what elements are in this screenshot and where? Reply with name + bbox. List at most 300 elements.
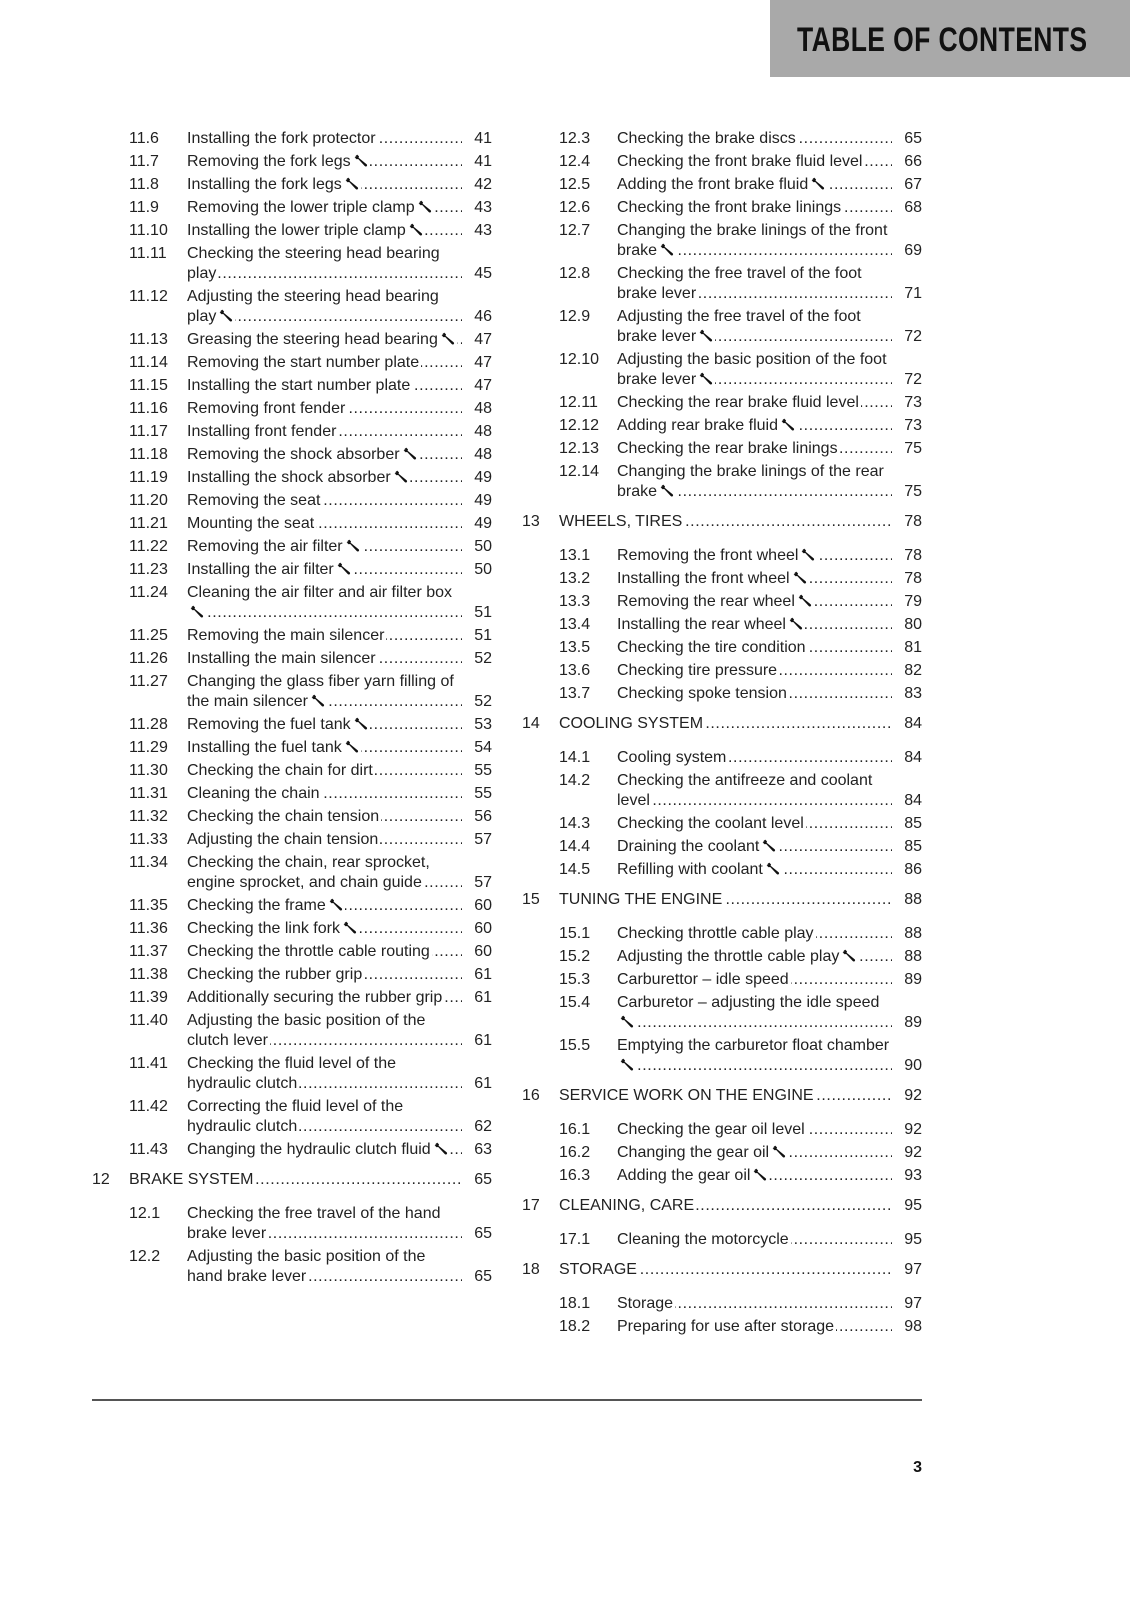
section-title[interactable] <box>187 897 345 914</box>
section-title[interactable] <box>187 943 432 960</box>
page-reference[interactable]: 48 <box>462 422 492 442</box>
wrench-icon <box>441 331 455 344</box>
footer-divider <box>92 1399 922 1401</box>
page-reference[interactable]: 62 <box>462 1117 492 1137</box>
page-reference[interactable]: 65 <box>462 1170 492 1190</box>
entry-body <box>559 512 922 532</box>
section-title[interactable] <box>617 417 797 434</box>
section-title[interactable] <box>617 838 778 855</box>
page-reference[interactable]: 57 <box>462 830 492 850</box>
page-reference[interactable]: 48 <box>462 399 492 419</box>
section-title[interactable] <box>617 616 805 633</box>
page-reference[interactable]: 78 <box>892 512 922 532</box>
page-reference[interactable]: 92 <box>892 1120 922 1140</box>
section-title[interactable] <box>187 377 412 394</box>
page-reference[interactable]: 83 <box>892 684 922 704</box>
page-reference[interactable]: 66 <box>892 152 922 172</box>
page-reference[interactable]: 88 <box>892 890 922 910</box>
entry-body <box>617 814 922 834</box>
wrench-icon <box>345 739 359 752</box>
section-title[interactable] <box>187 446 419 463</box>
page-reference[interactable]: 52 <box>462 649 492 669</box>
toc-chapter[interactable] <box>522 512 922 532</box>
wrench-icon <box>789 616 803 629</box>
toc-entry[interactable] <box>92 761 492 781</box>
page-reference[interactable]: 84 <box>892 791 922 811</box>
section-title[interactable] <box>617 1231 791 1248</box>
toc-entry[interactable] <box>92 445 492 465</box>
toc-entry[interactable] <box>522 1230 922 1250</box>
page-reference[interactable]: 85 <box>892 814 922 834</box>
section-title[interactable] <box>617 1144 788 1161</box>
toc-entry[interactable] <box>92 422 492 442</box>
section-number: 12.1 <box>129 1205 161 1222</box>
page-reference[interactable]: 54 <box>462 738 492 758</box>
toc-entry[interactable] <box>92 468 492 488</box>
section-title-text: SERVICE WORK ON THE ENGINE <box>559 1087 814 1104</box>
section-title[interactable] <box>617 440 840 457</box>
page-reference[interactable]: 69 <box>892 241 922 261</box>
toc-entry[interactable] <box>522 615 922 635</box>
page-reference[interactable]: 47 <box>462 330 492 350</box>
toc-entry[interactable] <box>522 439 922 459</box>
page-reference[interactable]: 57 <box>462 873 492 893</box>
page-reference[interactable]: 78 <box>892 569 922 589</box>
toc-entry[interactable] <box>92 129 492 149</box>
section-title[interactable] <box>617 547 817 564</box>
section-title[interactable] <box>559 1197 696 1214</box>
page-reference[interactable]: 60 <box>462 896 492 916</box>
page-reference[interactable]: 47 <box>462 353 492 373</box>
toc-entry[interactable] <box>522 993 922 1033</box>
section-title[interactable] <box>617 925 816 942</box>
page-reference[interactable]: 52 <box>462 692 492 712</box>
toc-entry[interactable] <box>522 661 922 681</box>
section-number: 12.4 <box>559 153 591 170</box>
section-title[interactable] <box>617 1295 675 1312</box>
page-reference[interactable]: 43 <box>462 198 492 218</box>
wrench-icon <box>394 469 408 482</box>
toc-entry[interactable] <box>92 353 492 373</box>
page-reference[interactable]: 89 <box>892 1013 922 1033</box>
toc-entry[interactable] <box>92 988 492 1008</box>
toc-entry[interactable] <box>92 807 492 827</box>
section-title[interactable] <box>187 130 378 147</box>
toc-entry[interactable] <box>92 649 492 669</box>
toc-entry[interactable] <box>92 152 492 172</box>
section-title-text: Checking throttle cable play <box>617 925 814 942</box>
page-reference[interactable]: 49 <box>462 514 492 534</box>
toc-entry[interactable] <box>522 814 922 834</box>
toc-entry[interactable] <box>92 1140 492 1160</box>
section-title[interactable] <box>617 861 782 878</box>
entry-body <box>187 965 492 985</box>
toc-entry[interactable] <box>522 947 922 967</box>
page-reference[interactable]: 88 <box>892 947 922 967</box>
toc-entry[interactable] <box>92 514 492 534</box>
section-title[interactable] <box>187 920 359 937</box>
toc-chapter[interactable] <box>522 890 922 910</box>
section-number: 18 <box>522 1261 540 1278</box>
entry-body <box>617 748 922 768</box>
section-title[interactable] <box>559 513 684 530</box>
toc-entry[interactable] <box>522 1294 922 1314</box>
page-reference[interactable]: 60 <box>462 942 492 962</box>
toc-entry[interactable] <box>92 1054 492 1094</box>
section-number: 15 <box>522 891 540 908</box>
section-number: 11.35 <box>129 897 168 914</box>
wrench-icon <box>346 538 360 551</box>
section-title-text: Greasing the steering head bearing <box>187 331 438 348</box>
toc-entry[interactable] <box>92 1204 492 1244</box>
section-title-text: Checking the rear brake linings <box>617 440 838 457</box>
section-title[interactable] <box>617 749 728 766</box>
toc-entry[interactable] <box>92 1097 492 1137</box>
section-title[interactable] <box>187 739 361 756</box>
section-number: 11.34 <box>129 854 168 871</box>
page-reference[interactable]: 80 <box>892 615 922 635</box>
page-reference[interactable]: 50 <box>462 560 492 580</box>
page-reference[interactable]: 60 <box>462 919 492 939</box>
section-title[interactable] <box>617 1121 807 1138</box>
page-reference[interactable]: 49 <box>462 468 492 488</box>
section-title[interactable] <box>187 808 381 825</box>
section-title-text: Changing the brake linings of the front brake <box>617 222 888 259</box>
section-title[interactable] <box>559 715 705 732</box>
section-title[interactable] <box>617 153 864 170</box>
entry-body <box>187 514 492 534</box>
wrench-icon <box>337 561 351 574</box>
page-reference[interactable]: 72 <box>892 370 922 390</box>
section-title[interactable] <box>187 222 425 239</box>
page-reference[interactable]: 88 <box>892 924 922 944</box>
section-title[interactable] <box>559 1087 816 1104</box>
toc-entry[interactable] <box>92 715 492 735</box>
toc-entry[interactable] <box>92 919 492 939</box>
section-title-text: Installing the lower triple clamp <box>187 222 406 239</box>
entry-body <box>187 672 492 712</box>
toc-entry[interactable] <box>92 784 492 804</box>
entry-body <box>187 560 492 580</box>
toc-entry[interactable] <box>522 129 922 149</box>
section-title-text: STORAGE <box>559 1261 637 1278</box>
section-title[interactable] <box>617 176 827 193</box>
section-title[interactable] <box>617 570 809 587</box>
section-number: 11.7 <box>129 153 159 170</box>
toc-entry[interactable] <box>522 970 922 990</box>
section-number: 12.2 <box>129 1248 161 1265</box>
toc-entry[interactable] <box>92 330 492 350</box>
entry-body <box>187 399 492 419</box>
toc-entry[interactable] <box>92 221 492 241</box>
page-reference[interactable]: 61 <box>462 1074 492 1094</box>
page-reference[interactable]: 72 <box>892 327 922 347</box>
section-title[interactable] <box>187 492 322 509</box>
page-reference[interactable]: 65 <box>892 129 922 149</box>
section-title-text: Removing the rear wheel <box>617 593 795 610</box>
page-reference[interactable]: 49 <box>462 491 492 511</box>
page-reference[interactable]: 81 <box>892 638 922 658</box>
toc-chapter[interactable] <box>522 1196 922 1216</box>
section-title-text: Adding rear brake fluid <box>617 417 778 434</box>
section-number: 11.15 <box>129 377 168 394</box>
section-title[interactable] <box>187 515 316 532</box>
toc-entry[interactable] <box>92 560 492 580</box>
section-title[interactable] <box>617 593 814 610</box>
section-title[interactable] <box>187 423 338 440</box>
section-title[interactable] <box>187 785 322 802</box>
section-title-text: Installing the air filter <box>187 561 334 578</box>
page-reference[interactable]: 53 <box>462 715 492 735</box>
entry-body <box>617 350 922 390</box>
toc-entry[interactable] <box>92 942 492 962</box>
toc-entry[interactable] <box>92 896 492 916</box>
toc-entry[interactable] <box>92 583 492 623</box>
toc-entry[interactable] <box>522 462 922 502</box>
section-title[interactable] <box>187 966 364 983</box>
section-title[interactable] <box>187 400 347 417</box>
entry-body <box>187 1097 492 1137</box>
toc-entry[interactable] <box>522 1036 922 1076</box>
section-title[interactable] <box>617 971 791 988</box>
section-title[interactable] <box>129 1171 255 1188</box>
section-number: 12 <box>92 1171 110 1188</box>
section-title[interactable] <box>187 650 378 667</box>
section-title[interactable] <box>617 394 861 411</box>
section-title[interactable] <box>617 130 798 147</box>
toc-entry[interactable] <box>522 771 922 811</box>
page-reference[interactable]: 71 <box>892 284 922 304</box>
section-title[interactable] <box>617 948 858 965</box>
section-title-text: Installing the front wheel <box>617 570 790 587</box>
toc-entry[interactable] <box>522 592 922 612</box>
page-reference[interactable]: 95 <box>892 1196 922 1216</box>
toc-entry[interactable] <box>522 569 922 589</box>
page-reference[interactable]: 61 <box>462 965 492 985</box>
toc-entry[interactable] <box>92 830 492 850</box>
toc-entry[interactable] <box>522 175 922 195</box>
section-title[interactable] <box>187 762 375 779</box>
section-title[interactable] <box>617 199 843 216</box>
page-reference[interactable]: 97 <box>892 1260 922 1280</box>
toc-entry[interactable] <box>92 198 492 218</box>
entry-body <box>617 462 922 502</box>
toc-entry[interactable] <box>92 287 492 327</box>
entry-body <box>187 287 492 327</box>
toc-entry[interactable] <box>522 393 922 413</box>
wrench-icon <box>801 547 815 560</box>
page-reference[interactable]: 73 <box>892 393 922 413</box>
toc-entry[interactable] <box>92 537 492 557</box>
section-title[interactable] <box>187 176 361 193</box>
page-reference[interactable]: 79 <box>892 592 922 612</box>
toc-entry[interactable] <box>92 853 492 893</box>
section-title[interactable] <box>617 685 789 702</box>
section-title[interactable] <box>187 716 370 733</box>
toc-entry[interactable] <box>522 1166 922 1186</box>
section-title-text: BRAKE SYSTEM <box>129 1171 254 1188</box>
toc-entry[interactable] <box>92 244 492 284</box>
wrench-icon <box>660 483 674 496</box>
page-reference[interactable]: 97 <box>892 1294 922 1314</box>
section-title[interactable] <box>187 153 370 170</box>
section-title[interactable] <box>187 1141 450 1158</box>
section-title[interactable] <box>617 1318 836 1335</box>
entry-body <box>617 416 922 436</box>
section-title[interactable] <box>187 354 421 371</box>
page-reference[interactable]: 84 <box>892 748 922 768</box>
section-title[interactable] <box>187 199 434 216</box>
page-reference[interactable]: 43 <box>462 221 492 241</box>
page-reference[interactable]: 86 <box>892 860 922 880</box>
section-title[interactable] <box>187 627 386 644</box>
section-title[interactable] <box>559 891 724 908</box>
section-title[interactable] <box>617 815 806 832</box>
page-reference[interactable]: 65 <box>462 1267 492 1287</box>
page-reference[interactable]: 98 <box>892 1317 922 1337</box>
toc-entry[interactable] <box>522 152 922 172</box>
section-title-text: Removing the air filter <box>187 538 343 555</box>
section-number: 11.43 <box>129 1141 168 1158</box>
toc-entry[interactable] <box>92 491 492 511</box>
page-reference[interactable]: 93 <box>892 1166 922 1186</box>
section-title-text: Refilling with coolant <box>617 861 763 878</box>
entry-body <box>187 583 492 623</box>
toc-chapter[interactable] <box>522 1260 922 1280</box>
section-title[interactable] <box>187 831 380 848</box>
page-reference[interactable]: 75 <box>892 482 922 502</box>
toc-entry[interactable] <box>92 376 492 396</box>
page-reference[interactable]: 90 <box>892 1056 922 1076</box>
toc-entry[interactable] <box>92 965 492 985</box>
section-number: 11.9 <box>129 199 159 216</box>
toc-entry[interactable] <box>522 1143 922 1163</box>
toc-entry[interactable] <box>522 684 922 704</box>
wrench-icon <box>219 308 233 321</box>
page-reference[interactable]: 50 <box>462 537 492 557</box>
toc-entry[interactable] <box>522 350 922 390</box>
entry-body <box>187 649 492 669</box>
entry-body <box>617 1036 922 1076</box>
entry-body <box>617 1143 922 1163</box>
page-reference[interactable]: 68 <box>892 198 922 218</box>
toc-chapter[interactable] <box>92 1170 492 1190</box>
toc-entry[interactable] <box>522 1120 922 1140</box>
toc-entry[interactable] <box>522 924 922 944</box>
wrench-icon <box>345 176 359 189</box>
toc-entry[interactable] <box>92 672 492 712</box>
toc-entry[interactable] <box>522 416 922 436</box>
page-reference[interactable]: 46 <box>462 307 492 327</box>
toc-entry[interactable] <box>92 399 492 419</box>
section-title-text: Carburetor – adjusting the idle speed <box>617 994 880 1011</box>
page-reference[interactable]: 42 <box>462 175 492 195</box>
page-reference[interactable]: 47 <box>462 376 492 396</box>
section-title[interactable] <box>187 989 444 1006</box>
section-title-text: Cooling system <box>617 749 727 766</box>
page-reference[interactable]: 92 <box>892 1086 922 1106</box>
page-reference[interactable]: 82 <box>892 661 922 681</box>
entry-body <box>187 1140 492 1160</box>
toc-entry[interactable] <box>522 221 922 261</box>
section-number: 14.5 <box>559 861 591 878</box>
page-reference[interactable]: 65 <box>462 1224 492 1244</box>
section-title[interactable] <box>617 1167 769 1184</box>
toc-entry[interactable] <box>522 837 922 857</box>
page-reference[interactable]: 92 <box>892 1143 922 1163</box>
toc-entry[interactable] <box>92 1247 492 1287</box>
page-reference[interactable]: 75 <box>892 439 922 459</box>
page-reference[interactable]: 61 <box>462 1031 492 1051</box>
entry-body <box>187 244 492 284</box>
section-number: 13.2 <box>559 570 591 587</box>
toc-entry[interactable] <box>522 1317 922 1337</box>
page-reference[interactable]: 73 <box>892 416 922 436</box>
page-reference[interactable]: 41 <box>462 129 492 149</box>
section-title[interactable] <box>617 662 779 679</box>
toc-entry[interactable] <box>522 264 922 304</box>
page-reference[interactable]: 89 <box>892 970 922 990</box>
toc-entry[interactable] <box>92 738 492 758</box>
page-reference[interactable]: 41 <box>462 152 492 172</box>
page-reference[interactable]: 51 <box>462 603 492 623</box>
page-reference[interactable]: 45 <box>462 264 492 284</box>
page-reference[interactable]: 95 <box>892 1230 922 1250</box>
toc-entry[interactable] <box>522 307 922 347</box>
section-title[interactable] <box>617 639 808 656</box>
page-reference[interactable]: 55 <box>462 784 492 804</box>
wrench-icon <box>753 1167 767 1180</box>
page-reference[interactable]: 48 <box>462 445 492 465</box>
toc-entry[interactable] <box>522 546 922 566</box>
wrench-icon <box>418 199 432 212</box>
section-title[interactable] <box>187 469 410 486</box>
toc-chapter[interactable] <box>522 714 922 734</box>
toc-chapter[interactable] <box>522 1086 922 1106</box>
page-reference[interactable]: 85 <box>892 837 922 857</box>
toc-entry[interactable] <box>522 638 922 658</box>
section-title-text: Checking the frame <box>187 897 326 914</box>
section-title[interactable] <box>187 538 362 555</box>
toc-entry[interactable] <box>92 1011 492 1051</box>
section-title-text: Removing front fender <box>187 400 346 417</box>
section-title[interactable] <box>559 1261 639 1278</box>
wrench-icon <box>842 948 856 961</box>
page-reference[interactable]: 56 <box>462 807 492 827</box>
section-title-text: Checking the throttle cable routing <box>187 943 430 960</box>
section-number: 15.4 <box>559 994 591 1011</box>
section-title[interactable] <box>187 331 457 348</box>
page-reference[interactable]: 61 <box>462 988 492 1008</box>
section-number: 11.6 <box>129 130 159 147</box>
page-reference[interactable]: 55 <box>462 761 492 781</box>
section-title[interactable] <box>187 561 353 578</box>
toc-entry[interactable] <box>522 198 922 218</box>
toc-entry[interactable] <box>92 626 492 646</box>
section-title-text: Installing the main silencer <box>187 650 376 667</box>
page-reference[interactable]: 78 <box>892 546 922 566</box>
toc-entry[interactable] <box>92 175 492 195</box>
page-reference[interactable]: 63 <box>462 1140 492 1160</box>
section-title-text: Adding the front brake fluid <box>617 176 809 193</box>
page-reference[interactable]: 51 <box>462 626 492 646</box>
section-title-text: Adjusting the chain tension <box>187 831 379 848</box>
page-reference[interactable]: 84 <box>892 714 922 734</box>
toc-entry[interactable] <box>522 748 922 768</box>
toc-entry[interactable] <box>522 860 922 880</box>
page-reference[interactable]: 67 <box>892 175 922 195</box>
section-title-text: Removing the fuel tank <box>187 716 351 733</box>
